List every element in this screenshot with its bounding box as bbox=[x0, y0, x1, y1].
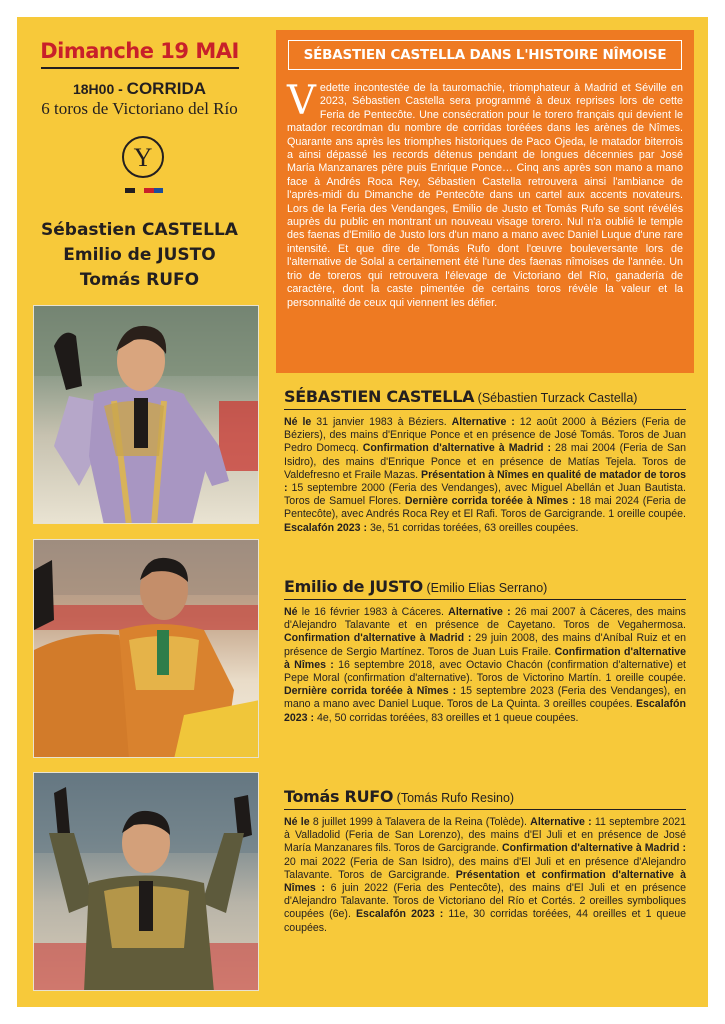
bio-name: Emilio de JUSTO bbox=[284, 577, 423, 596]
bio-value: 29 juin 2008, des mains d'Aníbal Ruiz et en présence de Sergio Martínez. Toros de Juan Luis Fraile. bbox=[284, 632, 686, 658]
flag-stripe bbox=[125, 188, 135, 193]
bio-value: 11 septembre 2021 à Valladolid (Feria de San Lorenzo), des mains d'El Juli et en présence de José María Manzanares fils. Toros de Garcigrande. bbox=[284, 816, 686, 855]
torero-name-3: Tomás RUFO bbox=[79, 270, 200, 290]
event-toros: 6 toros de Victoriano del Río bbox=[41, 99, 238, 118]
flag-stripe bbox=[154, 188, 164, 193]
ganaderia-brand-icon bbox=[121, 135, 165, 179]
feature-text bbox=[287, 78, 683, 310]
flag-stripe bbox=[144, 188, 154, 193]
photo-castella bbox=[33, 305, 259, 524]
bio-label: Escalafón 2023 : bbox=[284, 698, 686, 724]
bio-value: 6 juin 2022 (Feria des Pentecôte), des mains d'El Juli et en présence d'Alejandro Talavante. Toros de Victoriano del Río et Cortés. 2 oreilles symboliques coupées (6e). bbox=[284, 882, 686, 921]
event-info bbox=[17, 79, 262, 118]
bio-label: Présentation et confirmation d'alternative à Nîmes : bbox=[284, 868, 686, 895]
bio-value: 4e, 50 corridas toréées, 83 oreilles et 1 queue coupées. bbox=[314, 711, 579, 724]
toreros-list bbox=[17, 218, 262, 293]
bio-label: Présentation à Nîmes en qualité de matador de toros : bbox=[284, 468, 686, 495]
event-kind: CORRIDA bbox=[126, 79, 207, 98]
bio-rufo bbox=[284, 787, 686, 935]
photo-de-justo bbox=[33, 539, 259, 758]
bio-text bbox=[284, 606, 686, 725]
bio-value: 15 septembre 2023 (Feria des Vendanges), en mano a mano avec Daniel Luque. Toros de La Quinta. 3 oreilles coupées. bbox=[284, 685, 686, 711]
bio-label: Escalafón 2023 : bbox=[355, 908, 444, 921]
bio-heading bbox=[284, 787, 686, 810]
poster-page bbox=[17, 17, 708, 1007]
feature-paragraph: edette incontestée de la tauromachie, triomphateur à Madrid et Séville en 2023, Sébastien Castella sera programmé à deux reprises lors de cette Feria de Pentecôte. Une consécration pour le torero français qui devient le matador recordman du nombre de corridas toréées dans les arènes de Nîmes. Quarante ans après les triomphes historiques de Paco Ojeda, le matador biterrois a ainsi dépassé les records détenus pendant de longues décennies par José María Manzanares père puis Enrique Ponce… Cinq ans après son mano a mano face à Andrés Roca Rey, Sébastien Castella retrouvera ainsi l'ambiance de l'après-midi du Dimanche de Pentecôte dans un cartel aux accents novateurs. Lors de la Feria des Vendanges, Emilio de Justo et Tomás Rufo se sont révélés auprès du public en montrant un nouveau visage torero. Nul n'a oublié le temple des faenas d'Emilio de Justo lors d'un mano a mano avec Daniel Luque d'une rare intensité. Et que dire de Tomás Rufo dont l'œuvre bouleversante lors de l'alternative de Solal a certainement été l'une des faenas nîmoises de l'année. Un trio de toreros qui retrouvera l'élevage de Victoriano del Río, ganadería de caractère, dont la caste pimentée de certains toros révèle la valeur et la personnalité de ceux qui viennent les défier. bbox=[287, 82, 683, 309]
event-date: Dimanche 19 MAI bbox=[40, 39, 239, 63]
ganaderia-colors-icon bbox=[125, 188, 163, 193]
bio-label: Né bbox=[284, 606, 298, 618]
bio-label: Dernière corrida toréée à Nîmes : bbox=[284, 685, 457, 698]
feature-title: SÉBASTIEN CASTELLA DANS L'HISTOIRE NÎMOISE bbox=[288, 40, 682, 70]
bio-label: Confirmation d'alternative à Madrid : bbox=[501, 842, 686, 855]
bio-label: Né le bbox=[284, 416, 312, 428]
bio-value: 16 septembre 2018, avec Octavio Chacón (confirmation d'alternative) et Pepe Moral (confirmation d'alternative). Toros de Victorino Martín. 1 oreille coupée. bbox=[284, 658, 686, 685]
bio-value: 8 juillet 1999 à Talavera de la Reina (Tolède). bbox=[309, 816, 531, 828]
bio-full-name: (Tomás Rufo Resino) bbox=[393, 791, 515, 805]
date-divider bbox=[41, 67, 239, 69]
bio-value: 12 août 2000 à Béziers (Feria de Béziers), des mains d'Enrique Ponce et en présence de José Tomás. Toros de Juan Pedro Domecq. bbox=[284, 416, 686, 455]
bio-label: Confirmation d'alternative à Madrid : bbox=[362, 442, 551, 455]
bio-full-name: (Sébastien Turzack Castella) bbox=[474, 391, 638, 405]
bio-de-justo bbox=[284, 577, 686, 725]
bio-label: Escalafón 2023 : bbox=[284, 521, 368, 534]
torero-name-1: Sébastien CASTELLA bbox=[41, 220, 238, 240]
bio-name: SÉBASTIEN CASTELLA bbox=[284, 387, 475, 406]
bio-value: 28 mai 2004 (Feria de San Isidro), des mains d'Enrique Ponce et en présence de Matías Tejela. Toros de Valdefresno et Fraile Mazas. bbox=[284, 442, 686, 481]
bio-value: 18 mai 2024 (Feria de Pentecôte), avec Andrés Roca Rey et El Rafi. Toros de Garcigrande. 1 oreille coupée. bbox=[284, 495, 686, 521]
bio-value: le 16 février 1983 à Cáceres. bbox=[297, 606, 449, 618]
bio-castella bbox=[284, 387, 686, 535]
bio-heading bbox=[284, 577, 686, 600]
bio-label: Né le bbox=[284, 816, 310, 828]
bio-label: Dernière corrida toréée à Nîmes : bbox=[404, 495, 576, 508]
bio-value: 11e, 30 corridas toréées, 44 oreilles et 1 queue coupées. bbox=[284, 908, 686, 934]
bio-value: 26 mai 2007 à Cáceres, des mains d'Alejandro Talavante et en présence de Cayetano. Toros de Vegahermosa. bbox=[284, 606, 686, 632]
bio-value: 3e, 51 corridas toréées, 63 oreilles coupées. bbox=[367, 521, 579, 534]
ganaderia-brand-letter: Y bbox=[133, 143, 153, 172]
bio-label: Alternative : bbox=[530, 816, 592, 828]
event-time: 18H00 - bbox=[72, 81, 127, 97]
bio-value: 20 mai 2022 (Feria de San Isidro), des mains d'El Juli et en présence d'Alejandro Talavante. Toros de Garcigrande. bbox=[284, 855, 686, 881]
bio-text bbox=[284, 816, 686, 935]
left-column bbox=[17, 17, 262, 1007]
bio-label: Confirmation d'alternative à Madrid : bbox=[284, 632, 472, 645]
bio-label: Alternative : bbox=[448, 606, 511, 618]
feature-dropcap: V bbox=[287, 78, 316, 124]
bio-label: Alternative : bbox=[451, 416, 515, 428]
bio-text bbox=[284, 416, 686, 535]
bio-label: Confirmation d'alternative à Nîmes : bbox=[284, 645, 686, 671]
bio-name: Tomás RUFO bbox=[284, 787, 394, 806]
bio-heading bbox=[284, 387, 686, 410]
torero-name-2: Emilio de JUSTO bbox=[63, 245, 216, 265]
bio-value: 31 janvier 1983 à Béziers. bbox=[311, 416, 452, 428]
bio-full-name: (Emilio Elias Serrano) bbox=[422, 581, 548, 595]
feature-box bbox=[276, 30, 694, 373]
flag-stripe bbox=[135, 188, 145, 193]
photo-rufo bbox=[33, 772, 259, 991]
bio-value: 15 septembre 2000 (Feria des Vendanges), avec Miguel Abellán et Juan Bautista. Toros de Samuel Flores. bbox=[284, 482, 686, 508]
